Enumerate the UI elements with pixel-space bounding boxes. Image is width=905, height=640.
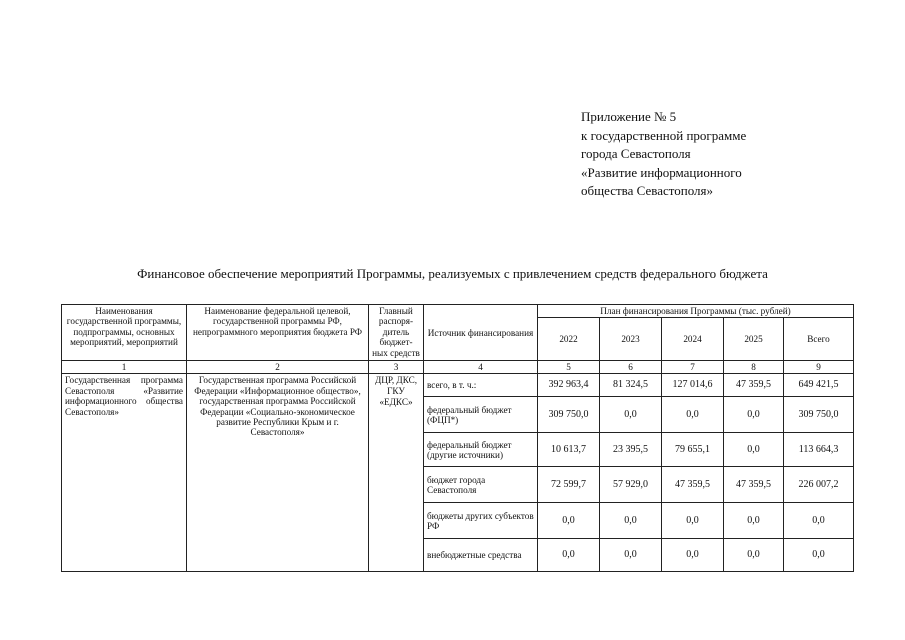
header-year: 2023 [600,318,662,361]
header-source: Источник финансирования [424,305,538,361]
program-name-cell: Государственная программа Севастополя «Развитие информационного общества Севастополя» [62,374,187,572]
federal-program-cell: Государственная программа Российской Федерации «Информационное общество», государственная программа Российской Федерации «Социально-экономическое развитие Республики Крым и г. Севастополя» [187,374,369,572]
executor-cell: ДЦР, ДКС, ГКУ «ЕДКС» [369,374,424,572]
appendix-line: города Севастополя [581,146,691,161]
value-cell: 0,0 [724,433,784,467]
value-cell: 0,0 [662,503,724,539]
header-year: 2025 [724,318,784,361]
column-number: 2 [187,361,369,374]
header-program: Наименования государственной программы, подпрограммы, основных мероприятий, мероприятий [62,305,187,361]
financing-table [61,304,854,572]
column-number: 9 [784,361,854,374]
column-number: 8 [724,361,784,374]
source-cell: федеральный бюджет (ФЦП*) [424,397,538,433]
value-cell: 0,0 [724,539,784,572]
source-cell: бюджеты других субъектов РФ [424,503,538,539]
value-cell: 0,0 [600,503,662,539]
document-title: Финансовое обеспечение мероприятий Программы, реализуемых с привлечением средств федерального бюджета [137,266,768,281]
appendix-line: «Развитие информационного [581,164,742,180]
column-number: 3 [369,361,424,374]
value-cell: 57 929,0 [600,467,662,503]
appendix-line: к государственной программе [581,127,747,143]
column-number: 6 [600,361,662,374]
value-cell: 127 014,6 [662,374,724,397]
header-year: 2024 [662,318,724,361]
value-cell: 47 359,5 [724,467,784,503]
value-cell: 0,0 [784,503,854,539]
header-year: 2022 [538,318,600,361]
value-cell: 0,0 [600,397,662,433]
value-cell: 47 359,5 [724,374,784,397]
table-row [62,374,854,397]
value-cell: 392 963,4 [538,374,600,397]
source-cell: бюджет города Севастополя [424,467,538,503]
column-number: 1 [62,361,187,374]
value-cell: 0,0 [724,503,784,539]
value-cell: 309 750,0 [538,397,600,433]
source-cell: внебюджетные средства [424,539,538,572]
header-total: Всего [784,318,854,361]
value-cell: 79 655,1 [662,433,724,467]
value-cell: 47 359,5 [662,467,724,503]
column-number: 7 [662,361,724,374]
column-numbers-row [62,361,854,374]
value-cell: 226 007,2 [784,467,854,503]
value-cell: 0,0 [724,397,784,433]
value-cell: 81 324,5 [600,374,662,397]
value-cell: 72 599,7 [538,467,600,503]
value-cell: 0,0 [538,539,600,572]
source-cell: всего, в т. ч.: [424,374,538,397]
value-cell: 0,0 [784,539,854,572]
value-cell: 0,0 [600,539,662,572]
value-cell: 0,0 [538,503,600,539]
value-cell: 113 664,3 [784,433,854,467]
header-executor: Главный распоря-дитель бюджет-ных средств [369,305,424,361]
appendix-block [581,108,881,201]
value-cell: 10 613,7 [538,433,600,467]
value-cell: 0,0 [662,397,724,433]
header-federal-program: Наименование федеральной целевой, государственной программы РФ, непрограммного мероприятия бюджета РФ [187,305,369,361]
value-cell: 309 750,0 [784,397,854,433]
appendix-line: общества Севастополя» [581,183,714,198]
value-cell: 649 421,5 [784,374,854,397]
appendix-line: Приложение № 5 [581,109,677,124]
column-number: 5 [538,361,600,374]
value-cell: 23 395,5 [600,433,662,467]
source-cell: федеральный бюджет (другие источники) [424,433,538,467]
header-row [62,305,854,318]
value-cell: 0,0 [662,539,724,572]
header-plan: План финансирования Программы (тыс. рублей) [538,305,854,318]
column-number: 4 [424,361,538,374]
